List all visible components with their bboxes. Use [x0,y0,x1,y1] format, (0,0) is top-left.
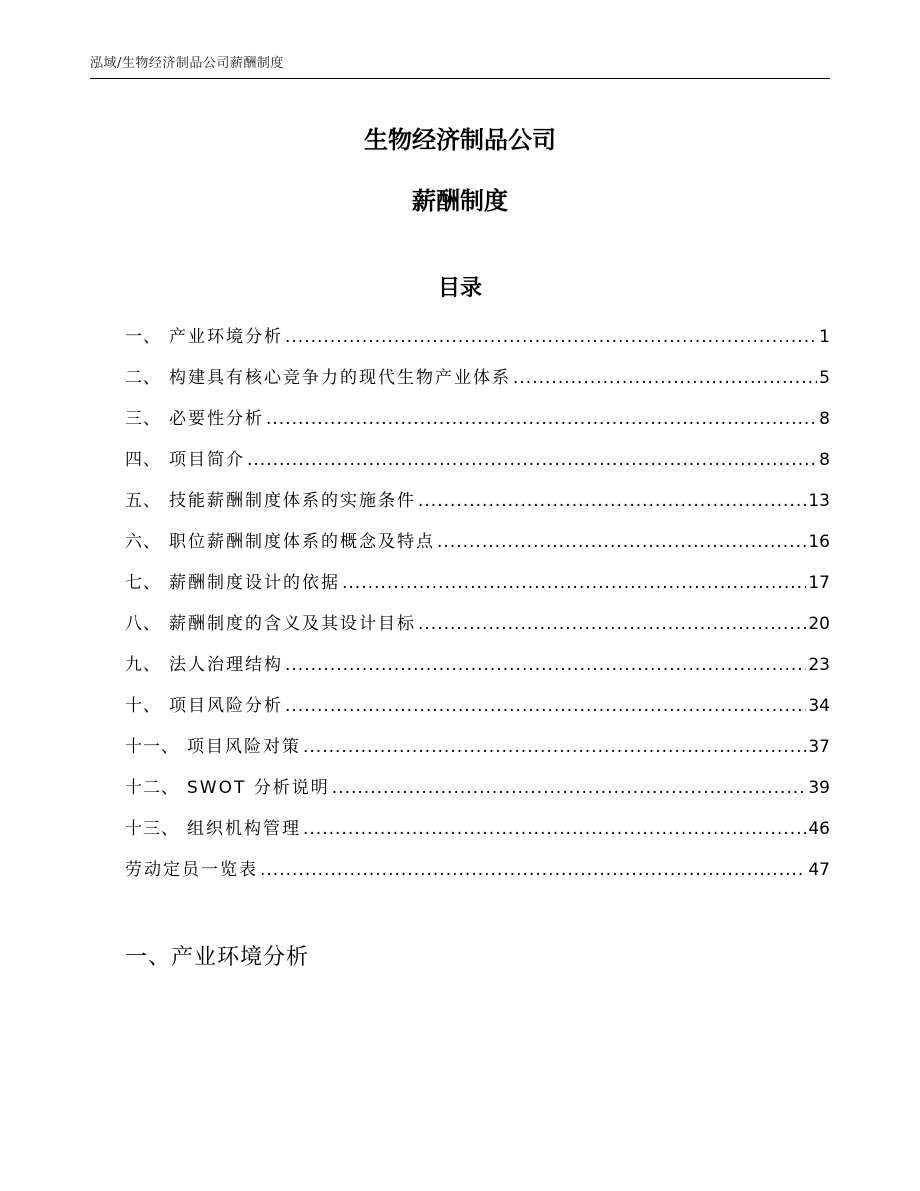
toc-entry-title: 项目风险对策 [187,737,301,757]
toc-entry-page: 47 [808,860,830,880]
toc-entry[interactable] [125,404,830,445]
toc-entry[interactable] [125,732,830,773]
toc-entry-number: 十一、 [125,737,179,757]
toc-entry-number: 四、 [125,450,161,470]
toc-dot-leader [260,860,806,880]
toc-entry-number: 六、 [125,532,161,552]
toc-dot-leader [285,655,806,675]
toc-entry[interactable] [125,322,830,363]
toc-entry-number: 十、 [125,696,161,716]
toc-entry-page: 39 [808,778,830,798]
toc-dot-leader [437,532,806,552]
toc-entry[interactable] [125,855,830,896]
toc-dot-leader [418,614,806,634]
toc-entry-page: 8 [819,450,830,470]
toc-entry-number: 八、 [125,614,161,634]
toc-dot-leader [266,409,817,429]
toc-dot-leader [303,819,806,839]
toc-entry-page: 37 [808,737,830,757]
toc-entry-number: 十二、 [125,778,179,798]
toc-entry-page: 20 [808,614,830,634]
toc-entry[interactable] [125,691,830,732]
toc-dot-leader [247,450,817,470]
toc-entry[interactable] [125,773,830,814]
toc-entry-number: 十三、 [125,819,179,839]
toc-entry[interactable] [125,814,830,855]
toc-entry-page: 16 [808,532,830,552]
toc-entry-title: SWOT 分析说明 [187,778,330,798]
toc-dot-leader [342,573,806,593]
toc-entry-title: 构建具有核心竞争力的现代生物产业体系 [169,368,511,388]
toc-entry-number: 五、 [125,491,161,511]
toc-entry-title: 组织机构管理 [187,819,301,839]
toc-entry-number: 二、 [125,368,161,388]
toc-dot-leader [285,696,806,716]
toc-entry[interactable] [125,568,830,609]
toc-entry-title: 项目风险分析 [169,696,283,716]
toc-entry-number: 九、 [125,655,161,675]
toc-entry[interactable] [125,527,830,568]
toc-entry[interactable] [125,486,830,527]
toc-entry-title: 薪酬制度的含义及其设计目标 [169,614,416,634]
toc-entry-number: 七、 [125,573,161,593]
running-header: 泓域/生物经济制品公司薪酬制度 [90,56,284,71]
toc-entry-title: 薪酬制度设计的依据 [169,573,340,593]
toc-dot-leader [332,778,807,798]
toc-entry-page: 17 [808,573,830,593]
toc-entry-title: 必要性分析 [169,409,264,429]
toc-entry[interactable] [125,650,830,691]
toc-entry-page: 46 [808,819,830,839]
header-divider [90,78,830,79]
toc-entry-page: 5 [819,368,830,388]
toc-dot-leader [418,491,806,511]
toc-entry-title: 职位薪酬制度体系的概念及特点 [169,532,435,552]
toc-dot-leader [513,368,817,388]
document-subtitle: 薪酬制度 [412,187,508,215]
toc-entry-title: 劳动定员一览表 [125,860,258,880]
toc-entry-title: 技能薪酬制度体系的实施条件 [169,491,416,511]
toc-entry-page: 23 [808,655,830,675]
toc-entry-page: 34 [808,696,830,716]
toc-entry-page: 1 [819,327,830,347]
toc-entry[interactable] [125,609,830,650]
toc-entry-page: 8 [819,409,830,429]
table-of-contents [125,322,830,896]
document-title: 生物经济制品公司 [364,126,556,154]
toc-entry-number: 一、 [125,327,161,347]
toc-entry-title: 法人治理结构 [169,655,283,675]
toc-dot-leader [303,737,806,757]
toc-entry[interactable] [125,445,830,486]
toc-entry-page: 13 [808,491,830,511]
toc-entry-title: 项目简介 [169,450,245,470]
toc-entry-title: 产业环境分析 [169,327,283,347]
toc-dot-leader [285,327,817,347]
toc-heading: 目录 [437,276,482,301]
section-heading: 一、产业环境分析 [125,945,310,970]
toc-entry-number: 三、 [125,409,161,429]
toc-entry[interactable] [125,363,830,404]
